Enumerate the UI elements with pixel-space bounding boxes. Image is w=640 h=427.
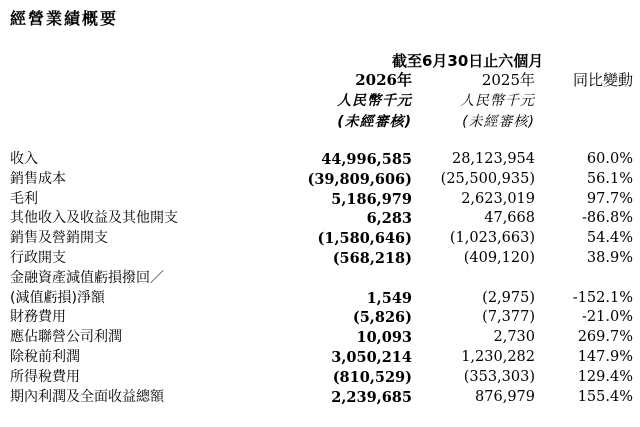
table-row	[0, 170, 640, 190]
current-value: (568,218)	[332, 249, 412, 267]
table-row	[0, 150, 640, 170]
prior-value: 2,623,019	[461, 190, 535, 207]
column-header-current	[300, 70, 412, 133]
column-header-change	[545, 70, 633, 91]
current-value: 6,283	[366, 210, 412, 228]
prior-value: (7,377)	[482, 309, 535, 326]
current-note: (未經審核)	[337, 114, 412, 130]
row-label: 銷售及營銷開支	[10, 230, 108, 247]
prior-value: 876,979	[475, 388, 535, 405]
table-row	[0, 249, 640, 269]
table-row	[0, 269, 640, 289]
current-value: 10,093	[356, 329, 412, 347]
current-value: (5,826)	[352, 309, 412, 327]
prior-value: (25,500,935)	[440, 170, 535, 187]
row-label: 所得稅費用	[10, 368, 80, 385]
table-row	[0, 289, 640, 309]
prior-value: 1,230,282	[461, 348, 535, 365]
change-value: -21.0%	[582, 309, 633, 326]
current-value: (810,529)	[332, 368, 412, 386]
row-label: 行政開支	[10, 249, 66, 266]
change-value: 56.1%	[586, 170, 633, 187]
current-unit: 人民幣千元	[337, 93, 412, 109]
row-label: 期內利潤及全面收益總額	[10, 388, 164, 405]
prior-value: (1,023,663)	[449, 230, 535, 247]
prior-value: (353,303)	[463, 368, 535, 385]
row-label: 應佔聯營公司利潤	[10, 329, 122, 346]
current-value: 1,549	[366, 289, 412, 307]
change-value: 129.4%	[577, 368, 633, 385]
change-value: 147.9%	[577, 348, 633, 365]
row-label: 財務費用	[10, 309, 66, 326]
change-value: 60.0%	[586, 151, 633, 167]
table-row	[0, 209, 640, 229]
change-value: 38.9%	[586, 249, 633, 266]
change-value: 269.7%	[577, 329, 633, 346]
row-label: 其他收入及收益及其他開支	[10, 210, 178, 227]
table-row	[0, 190, 640, 210]
prior-note: (未經審核)	[462, 114, 535, 130]
table-row	[0, 368, 640, 388]
prior-value: (409,120)	[463, 249, 535, 266]
row-label: (減值虧損)淨額	[10, 289, 105, 306]
results-table	[0, 150, 640, 407]
change-value: 155.4%	[577, 388, 633, 405]
table-row	[0, 388, 640, 408]
current-value: 3,050,214	[331, 348, 412, 366]
row-label: 金融資產減值虧損撥回／	[10, 269, 164, 286]
prior-value: 47,668	[484, 210, 535, 227]
change-value: -152.1%	[572, 289, 633, 306]
change-value: -86.8%	[582, 210, 633, 227]
change-label: 同比變動	[572, 71, 633, 89]
row-label: 銷售成本	[10, 170, 66, 187]
row-label: 收入	[10, 151, 38, 167]
current-value: 5,186,979	[331, 190, 412, 208]
table-row	[0, 348, 640, 368]
row-label: 毛利	[10, 190, 38, 207]
prior-value: 28,123,954	[451, 151, 535, 167]
prior-value: 2,730	[493, 329, 535, 346]
table-row	[0, 308, 640, 328]
prior-value: (2,975)	[482, 289, 535, 306]
current-year: 2026年	[355, 71, 412, 89]
current-value: (39,809,606)	[307, 170, 412, 188]
current-value: 2,239,685	[331, 388, 412, 406]
column-header-prior	[425, 70, 535, 133]
row-label: 除稅前利潤	[10, 348, 80, 365]
current-value: 44,996,585	[321, 151, 412, 168]
prior-unit: 人民幣千元	[460, 93, 535, 109]
table-row	[0, 229, 640, 249]
prior-year: 2025年	[481, 71, 535, 89]
change-value: 97.7%	[586, 190, 633, 207]
change-value: 54.4%	[586, 230, 633, 247]
page-title: 經營業績概要	[10, 9, 119, 28]
table-row	[0, 328, 640, 348]
current-value: (1,580,646)	[317, 230, 412, 248]
period-header: 截至6月30日止六個月	[392, 52, 544, 70]
